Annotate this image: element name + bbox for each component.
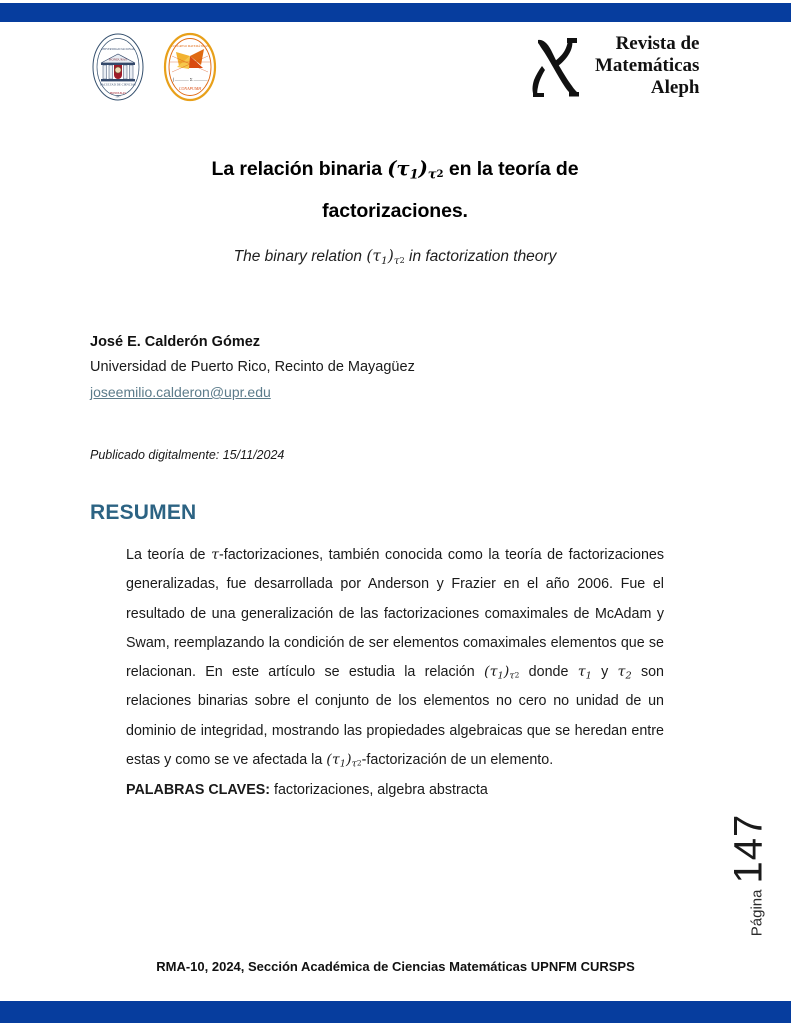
- bottom-rule: [0, 1001, 791, 1023]
- tau-1-inline-subscript: 1: [585, 670, 592, 682]
- svg-text:CONAPUMH: CONAPUMH: [178, 86, 202, 91]
- tau-inner-subscript: 1: [497, 670, 504, 682]
- unah-seal-icon: [88, 32, 148, 102]
- brand-wordmark: [595, 33, 699, 99]
- svg-text:HONDURAS: HONDURAS: [109, 91, 127, 95]
- abstract-paragraph: [126, 541, 664, 775]
- tau-outer: τ: [351, 758, 357, 770]
- abstract-math-expression-2: [326, 752, 361, 768]
- keywords-value: factorizaciones, algebra abstracta: [270, 782, 488, 799]
- paren-close: ): [503, 664, 510, 681]
- keywords-label: PALABRAS CLAVES:: [126, 782, 271, 799]
- author-email-link[interactable]: joseemilio.calderon@upr.edu: [90, 384, 271, 400]
- svg-text:UNIVERSIDAD NACIONAL: UNIVERSIDAD NACIONAL: [101, 48, 135, 51]
- tau-inner: τ: [331, 752, 340, 769]
- top-rule: [0, 3, 791, 22]
- author-block: [90, 334, 650, 402]
- abstract-seg-5: son relaciones binarias sobre el conjunto de los elementos no cero no unidad de un dominio de integridad, mostrando las propiedades algebraicas que se heredan entre estas y como se ve afectada la: [126, 664, 664, 769]
- page-number-label: Página: [748, 889, 766, 937]
- abstract-heading: RESUMEN: [90, 501, 197, 524]
- publication-date: Publicado digitalmente: 15/11/2024: [90, 448, 285, 462]
- paren-open: (: [387, 157, 397, 180]
- brand-line-2: Matemáticas: [595, 54, 700, 76]
- title-text-tail: en la teoría de: [443, 158, 579, 180]
- abstract-seg-1: La teoría de: [126, 547, 212, 563]
- brand-line-3: Aleph: [650, 77, 700, 99]
- title-block: [95, 148, 695, 270]
- institution-seals: [88, 32, 220, 102]
- paren-open: (: [484, 664, 490, 681]
- tau-outer: τ: [427, 167, 437, 183]
- tau-outer: τ: [393, 254, 400, 267]
- author-affiliation: Universidad de Puerto Rico, Recinto de Mayagüez: [90, 359, 415, 375]
- subtitle-math-expression: [366, 248, 404, 265]
- author-name: José E. Calderón Gómez: [90, 334, 261, 350]
- abstract-seg-3: donde: [519, 664, 578, 681]
- aleph-icon: [525, 30, 585, 102]
- paren-close: ): [387, 246, 394, 265]
- tau-outer-subscript: 2: [514, 670, 520, 680]
- keywords-line: [126, 777, 664, 804]
- paren-open: (: [326, 752, 332, 769]
- tau-inner-subscript: 1: [409, 167, 419, 183]
- tau-outer-subscript: 2: [356, 758, 362, 768]
- svg-text:∫ ——— Σ ———: ∫ ——— Σ ———: [172, 77, 208, 82]
- page-footer: RMA-10, 2024, Sección Académica de Ciencias Matemáticas UPNFM CURSPS: [156, 959, 635, 974]
- abstract-seg-2: -factorizaciones, también conocida como la teoría de factorizaciones generalizadas, fue desarrollada por Anderson y Frazier en el año 2006. Fue el resultado de una generalización de las factorizaciones comaximales de McAdam y Swam, reemplazando la condición de ser elementos comaximales elementos que se relacionan. En este artículo se estudia la relación: [126, 547, 665, 681]
- svg-text:HONDURAS: HONDURAS: [109, 57, 127, 62]
- page-number-marker: [714, 800, 784, 950]
- tau-outer-subscript: 2: [399, 255, 405, 265]
- tau-1-inline: τ: [577, 664, 586, 681]
- tau-outer-subscript: 2: [436, 168, 444, 181]
- subtitle-text-lead: The binary relation: [233, 247, 367, 265]
- tau-2-inline-subscript: 2: [625, 670, 632, 682]
- tau-inner: τ: [372, 246, 381, 265]
- brand-line-1: Revista de: [615, 32, 700, 54]
- svg-text:CONGRESO MATEMÁTICAS: CONGRESO MATEMÁTICAS: [171, 44, 209, 48]
- tau-inner-subscript: 1: [339, 758, 346, 770]
- journal-brand: [525, 30, 699, 102]
- paren-close: ): [345, 752, 352, 769]
- title-line-2: factorizaciones.: [322, 199, 468, 222]
- svg-text:FACULTAD DE CIENCIAS: FACULTAD DE CIENCIAS: [100, 82, 136, 87]
- page-subtitle: [95, 245, 695, 270]
- tau-outer: τ: [509, 670, 515, 682]
- masthead: [0, 24, 791, 112]
- congreso-seal-icon: [160, 32, 220, 102]
- tau-inner: τ: [489, 664, 498, 681]
- tau-inner-subscript: 1: [380, 254, 388, 267]
- abstract-math-expression-1: [484, 664, 519, 680]
- page-title: [95, 148, 695, 233]
- tau-symbol: τ: [211, 547, 219, 563]
- abstract-body: [126, 541, 664, 805]
- svg-text:1847: 1847: [115, 95, 121, 99]
- subtitle-text-tail: in factorization theory: [404, 247, 557, 265]
- tau-inner: τ: [396, 157, 410, 180]
- page-number-value: 147: [726, 813, 771, 884]
- tau-2-inline: τ: [617, 664, 626, 681]
- paren-open: (: [366, 246, 373, 265]
- abstract-seg-6: -factorización de un elemento.: [361, 752, 554, 769]
- paren-close: ): [418, 157, 428, 180]
- title-text-lead: La relación binaria: [211, 158, 388, 180]
- abstract-seg-4: y: [591, 664, 618, 681]
- title-math-expression: [387, 157, 444, 183]
